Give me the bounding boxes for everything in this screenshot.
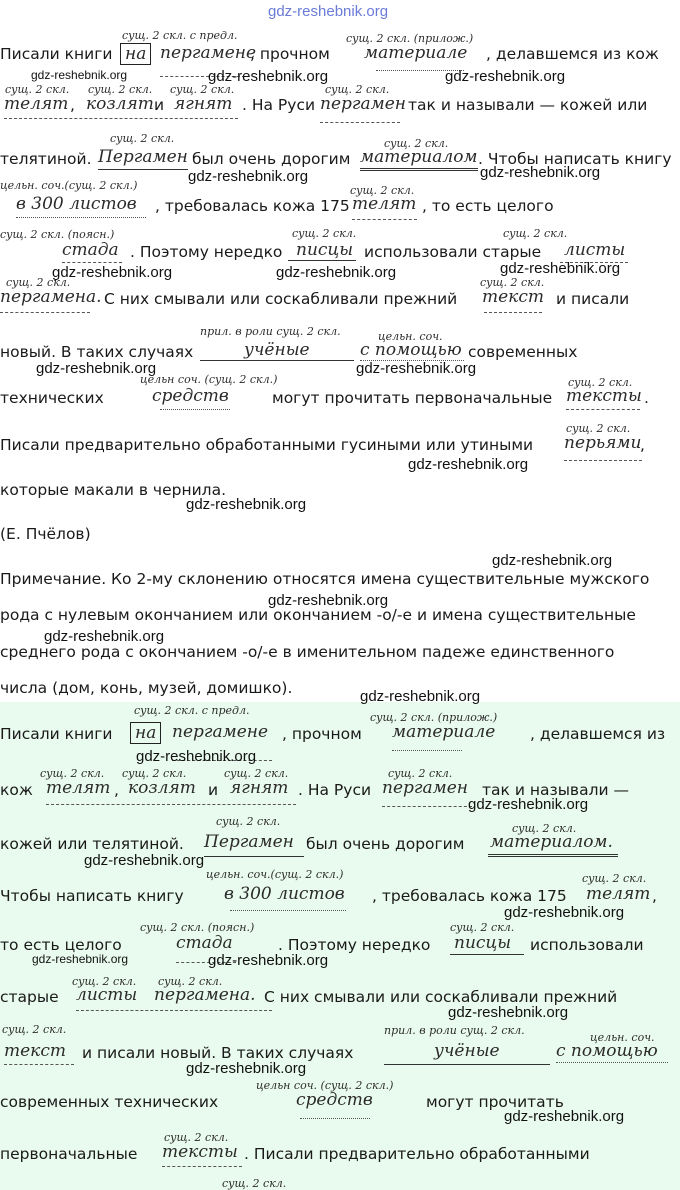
annotation: сущ. 2 скл. [170, 83, 235, 96]
annotation: сущ. 2 скл. [503, 227, 568, 240]
underline-dashed [62, 262, 122, 263]
annotation: сущ. 2 скл. [388, 767, 453, 780]
word: Пергамен [204, 832, 294, 852]
watermark: gdz-reshebnik.org [480, 164, 601, 181]
underline-dashed [4, 1064, 74, 1065]
underline-dotdash [160, 409, 230, 410]
text: телятиной. [0, 150, 92, 168]
word: стада [62, 240, 119, 260]
word: учёные [244, 340, 310, 360]
underline-single [204, 856, 304, 857]
word: козлят [128, 778, 196, 798]
underline-dotdash [300, 1118, 370, 1119]
underline-dashed [320, 122, 400, 123]
watermark: gdz-reshebnik.org [36, 360, 157, 377]
underline-single [200, 360, 354, 361]
underline-dashed [484, 312, 542, 313]
annotation: сущ. 2 скл. [222, 1177, 287, 1190]
word: ягнят [174, 94, 233, 114]
text: Писали предварительно обработанными гусиными или утиными [0, 436, 534, 454]
annotation: сущ. 2 скл. (поясн.) [0, 228, 115, 241]
text: , [70, 96, 75, 114]
word: телят [352, 194, 417, 214]
annotation: сущ. 2 скл. [224, 767, 289, 780]
annotation: цельн. соч. [590, 1031, 655, 1044]
text: . Писали предварительно обработанными [244, 1145, 590, 1163]
annotation: сущ. 2 скл. [568, 376, 633, 389]
text: то есть целого [0, 936, 122, 954]
word: материалом. [490, 832, 613, 852]
watermark: gdz-reshebnik.org [186, 1060, 307, 1077]
author: (Е. Пчёлов) [0, 525, 91, 543]
underline-wavy [392, 750, 462, 751]
text: технических [0, 389, 104, 407]
word: учёные [434, 1041, 500, 1061]
word: с помощью [360, 340, 462, 360]
text: . Поэтому нередко [278, 936, 431, 954]
underline-dashed [162, 1166, 242, 1167]
underline-dashed [564, 460, 642, 461]
text: . [644, 389, 649, 407]
text: и [154, 96, 165, 114]
watermark: gdz-reshebnik.org [32, 952, 129, 966]
annotation: цельн соч. (сущ. 2 скл.) [140, 373, 278, 386]
annotation: цельн. соч.(сущ. 2 скл.) [0, 179, 138, 192]
underline-dashed [352, 219, 417, 220]
text: и писали новый. В таких случаях [82, 1044, 354, 1062]
watermark: gdz-reshebnik.org [208, 952, 329, 969]
text: , то есть целого [422, 197, 554, 215]
word: тексты [566, 386, 642, 406]
watermark: gdz-reshebnik.org [268, 3, 389, 20]
text: . Поэтому нередко [130, 243, 283, 261]
word: текст [482, 287, 544, 307]
note-line: среднего рода с окончанием -о/-е в именительном падеже единственного [0, 643, 615, 661]
word: материале [392, 722, 496, 742]
word: ягнят [230, 778, 289, 798]
annotation: сущ. 2 скл. [5, 83, 70, 96]
note-line: рода с нулевым окончанием или окончанием -о/-е и имена существительные [0, 606, 636, 624]
underline-dashed [0, 312, 90, 313]
watermark: gdz-reshebnik.org [356, 360, 477, 377]
word: телят [586, 884, 651, 904]
text: современных технических [0, 1093, 219, 1111]
underline-dotdash [556, 1062, 668, 1063]
annotation: сущ. 2 скл. [40, 767, 105, 780]
text: , [640, 436, 645, 454]
word: перьями [564, 433, 642, 453]
word: писцы [454, 933, 512, 953]
text: использовали старые [364, 243, 542, 261]
word-preposition: на [120, 43, 151, 65]
underline-dashed [76, 1010, 272, 1011]
word: пергамен [320, 94, 406, 114]
text: так и называли — [482, 781, 629, 799]
underline-dashed [46, 804, 296, 805]
word: текст [4, 1041, 66, 1061]
text: и писали [556, 290, 630, 308]
annotation: сущ. 2 скл. [480, 276, 545, 289]
text: , делавшемся из кож [486, 45, 659, 63]
annotation: сущ. 2 скл. [158, 975, 223, 988]
watermark: gdz-reshebnik.org [408, 456, 529, 473]
watermark: gdz-reshebnik.org [500, 260, 621, 277]
word: тексты [162, 1142, 238, 1162]
text: С них смывали или соскабливали прежний [104, 290, 458, 308]
word: в 300 листов [224, 884, 345, 904]
text: С них смывали или соскабливали прежний [264, 988, 618, 1006]
annotation: сущ. 2 скл. [325, 83, 390, 96]
underline-wavy [16, 217, 146, 218]
underline-dashed [4, 118, 238, 119]
text: был очень дорогим [192, 150, 351, 168]
annotation: сущ. 2 скл. [292, 227, 357, 240]
watermark: gdz-reshebnik.org [468, 796, 589, 813]
annotation: сущ. 2 скл. [512, 822, 577, 835]
annotation: сущ. 2 скл. [566, 422, 631, 435]
text: могут прочитать первоначальные [272, 389, 553, 407]
watermark: gdz-reshebnik.org [186, 496, 307, 513]
watermark: gdz-reshebnik.org [52, 264, 173, 281]
annotation: сущ. 2 скл. (прилож.) [346, 32, 474, 45]
text: . На Руси [298, 781, 372, 799]
watermark: gdz-reshebnik.org [492, 552, 613, 569]
text: Писали книги [0, 725, 113, 743]
word: Пергамен [98, 147, 188, 167]
watermark: gdz-reshebnik.org [504, 1108, 625, 1125]
annotation: сущ. 2 скл. (поясн.) [140, 921, 255, 934]
watermark: gdz-reshebnik.org [268, 592, 389, 609]
word: листы [76, 985, 138, 1005]
text: так и называли — кожей или [408, 96, 648, 114]
word: писцы [296, 240, 354, 260]
word: козлят [86, 94, 154, 114]
underline-dashed [382, 806, 472, 807]
annotation: сущ. 2 скл. [88, 83, 153, 96]
text: был очень дорогим [306, 835, 465, 853]
word: пергамен [382, 778, 468, 798]
watermark: gdz-reshebnik.org [31, 68, 128, 82]
watermark: gdz-reshebnik.org [188, 168, 309, 185]
word: листы [564, 240, 626, 260]
text: современных [468, 343, 578, 361]
word: средств [152, 386, 229, 406]
word: пергамене [160, 43, 257, 63]
underline-single [288, 260, 356, 261]
underline-double [360, 168, 478, 171]
word-preposition: на [130, 722, 161, 744]
text: Чтобы написать книгу [0, 887, 184, 905]
watermark: gdz-reshebnik.org [44, 628, 165, 645]
word: пергамена. [0, 287, 102, 307]
annotation: сущ. 2 скл. [164, 1131, 229, 1144]
word: пергамене [172, 722, 269, 742]
annotation: прил. в роли сущ. 2 скл. [200, 325, 341, 338]
word: материале [364, 43, 468, 63]
annotation: сущ. 2 скл. с предл. [134, 704, 250, 717]
text: . Чтобы написать книгу [478, 150, 672, 168]
watermark: gdz-reshebnik.org [360, 688, 481, 705]
word: средств [296, 1090, 373, 1110]
annotation: сущ. 2 скл. с предл. [122, 29, 238, 42]
underline-wavy [230, 910, 346, 911]
watermark: gdz-reshebnik.org [136, 748, 257, 765]
text: . На Руси [242, 96, 316, 114]
text: новый. В таких случаях [0, 343, 194, 361]
text: и [208, 781, 219, 799]
annotation: сущ. 2 скл. [384, 137, 449, 150]
word: с помощью [556, 1041, 658, 1061]
underline-dashed [566, 409, 640, 410]
annotation: цельн. соч. [378, 330, 443, 343]
annotation: сущ. 2 скл. [122, 767, 187, 780]
annotation: сущ. 2 скл. [2, 1023, 67, 1036]
watermark: gdz-reshebnik.org [276, 264, 397, 281]
watermark: gdz-reshebnik.org [504, 904, 625, 921]
watermark: gdz-reshebnik.org [208, 68, 329, 85]
annotation: сущ. 2 скл. (прилож.) [370, 711, 498, 724]
text: использовали [530, 936, 644, 954]
annotation: цельн соч. (сущ. 2 скл.) [256, 1079, 394, 1092]
word: в 300 листов [16, 194, 137, 214]
text: могут прочитать [426, 1093, 564, 1111]
annotation: сущ. 2 скл. [450, 921, 515, 934]
annotation: сущ. 2 скл. [216, 815, 281, 828]
note-line: Примечание. Ко 2-му склонению относятся имена существительные мужского [0, 570, 650, 588]
underline-single [384, 1064, 550, 1065]
annotation: сущ. 2 скл. [582, 872, 647, 885]
text: , требовалась кожа 175 [372, 887, 567, 905]
text: кож [0, 781, 33, 799]
text: , [652, 887, 657, 905]
annotation: прил. в роли сущ. 2 скл. [384, 1024, 525, 1037]
word: пергамена. [154, 985, 256, 1005]
text: , [114, 781, 119, 799]
watermark: gdz-reshebnik.org [445, 68, 566, 85]
word: телят [46, 778, 111, 798]
annotation: цельн. соч.(сущ. 2 скл.) [206, 868, 344, 881]
text: старые [0, 988, 59, 1006]
word: стада [176, 933, 233, 953]
text: , прочном [282, 725, 362, 743]
note-line: числа (дом, конь, музей, домишко). [0, 679, 293, 697]
watermark: gdz-reshebnik.org [448, 1004, 569, 1021]
text: первоначальные [0, 1145, 138, 1163]
text: Писали книги [0, 45, 113, 63]
text: , требовалась кожа 175 [155, 197, 350, 215]
word: материалом [360, 147, 478, 167]
word: телят [4, 94, 69, 114]
underline-single [450, 954, 524, 955]
annotation: сущ. 2 скл. [6, 276, 71, 289]
text: кожей или телятиной. [0, 835, 184, 853]
annotation: сущ. 2 скл. [350, 184, 415, 197]
annotation: сущ. 2 скл. [110, 132, 175, 145]
text: которые макали в чернила. [0, 481, 226, 499]
watermark: gdz-reshebnik.org [84, 852, 205, 869]
underline-single [98, 169, 188, 170]
underline-double [488, 854, 618, 857]
text: , прочном [250, 45, 330, 63]
text: , делавшемся из [530, 725, 666, 743]
annotation: сущ. 2 скл. [72, 975, 137, 988]
